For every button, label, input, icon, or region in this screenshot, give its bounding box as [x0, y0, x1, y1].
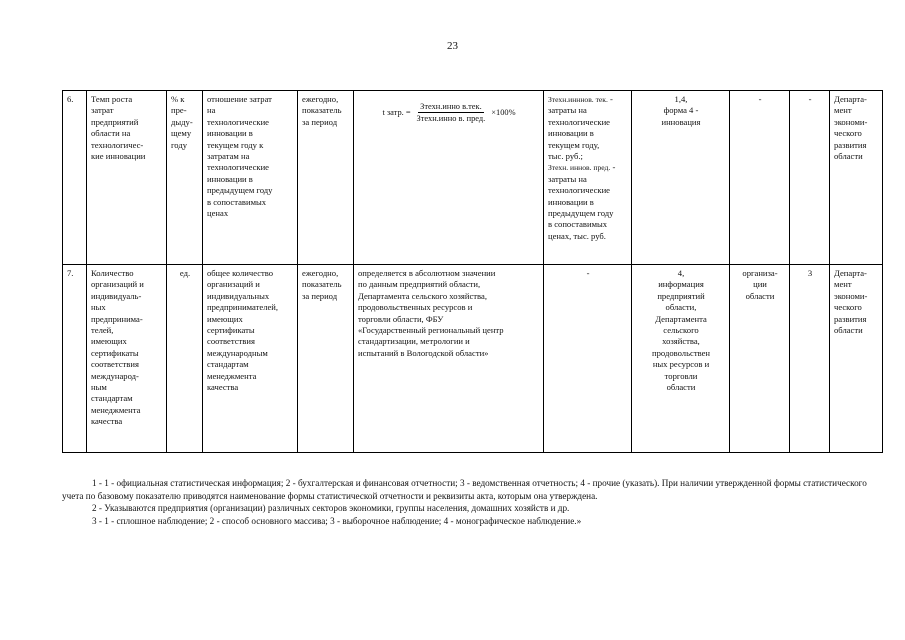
page-number: 23 [447, 40, 458, 52]
indicators-table [62, 90, 883, 453]
indicator-name: Темп роста затрат предприятий области на технологичес- кие инновации [87, 91, 167, 265]
data-source: 1,4, форма 4 - инновация [632, 91, 730, 265]
periodicity: ежегодно, показатель за период [298, 91, 354, 265]
observation-object: - [730, 91, 790, 265]
formula [354, 91, 544, 265]
indicator-previous-text: - затраты на технологические инновации в предыдущем году в сопоставимых ценах, тыс. руб. [548, 162, 616, 241]
footnote-3: 3 - 1 - сплошное наблюдение; 2 - способ основного массива; 3 - выборочное наблюдение; 4 - монографическое наблюдение.» [92, 515, 582, 526]
formula: определяется в абсолютном значении по данным предприятий области, Департамента сельского хозяйства, продовольственных ресурсов и торговли области, ФБУ «Государственный региональный центр стандартизации, метрологии и испытаний в Вологодской области» [354, 265, 544, 453]
formula-fraction [415, 101, 488, 125]
indicator-current-text: - затраты на технологические инновации в текущем году, тыс. руб.; [548, 94, 613, 162]
data-source: 4, информация предприятий области, Департамента сельского хозяйства, продовольствен ных ресурсов и торговли области [632, 265, 730, 453]
collection-method: 3 [790, 265, 830, 453]
indicators-description: - [544, 265, 632, 453]
unit: ед. [167, 265, 203, 453]
definition: отношение затрат на технологические инновации в текущем году к затратам на технологические инновации в предыдущем году в сопоставимых ценах [203, 91, 298, 265]
table-row [63, 265, 883, 453]
periodicity: ежегодно, показатель за период [298, 265, 354, 453]
formula-numerator: Зтехн.инно в.тек. [418, 101, 484, 113]
formula-expression [358, 101, 540, 125]
footnote-1: 1 - 1 - официальная статистическая информация; 2 - бухгалтерская и финансовая отчетности; 3 - ведомственная отчетность; 4 - прочие (указать). При наличии утвержденной формы статистического учета по базовому показателю приводятся наименование формы статистической отчетности и реквизиты акта, которым она утверждена. [62, 478, 867, 501]
formula-lhs: t затр. = [382, 108, 411, 118]
indicators-description [544, 91, 632, 265]
definition: общее количество организаций и индивидуальных предпринимателей, имеющих сертификаты соответствия международным стандартам менеджмента качества [203, 265, 298, 453]
footnotes [62, 477, 888, 527]
collection-method: - [790, 91, 830, 265]
observation-object: организа- ции области [730, 265, 790, 453]
responsible: Департа- мент экономи- ческого развития области [830, 91, 883, 265]
formula-factor: ×100% [491, 108, 516, 118]
indicator-name: Количество организаций и индивидуаль- ных предпринима- телей, имеющих сертификаты соответствия международ- ным стандартам менеджмента качества [87, 265, 167, 453]
indicator-current-symbol: Зтехн.инннов. тек. [548, 95, 608, 104]
footnote-2: 2 - Указываются предприятия (организации) различных секторов экономики, группы населения, домашних хозяйств и др. [92, 503, 570, 514]
formula-denominator: Зтехн.инно в. пред. [416, 114, 486, 124]
responsible: Департа- мент экономи- ческого развития области [830, 265, 883, 453]
row-number: 7. [63, 265, 87, 453]
row-number: 6. [63, 91, 87, 265]
unit: % к пре- дыду- щему году [167, 91, 203, 265]
table-row [63, 91, 883, 265]
indicator-previous-symbol: Зтехн. иннов. пред. [548, 163, 611, 173]
